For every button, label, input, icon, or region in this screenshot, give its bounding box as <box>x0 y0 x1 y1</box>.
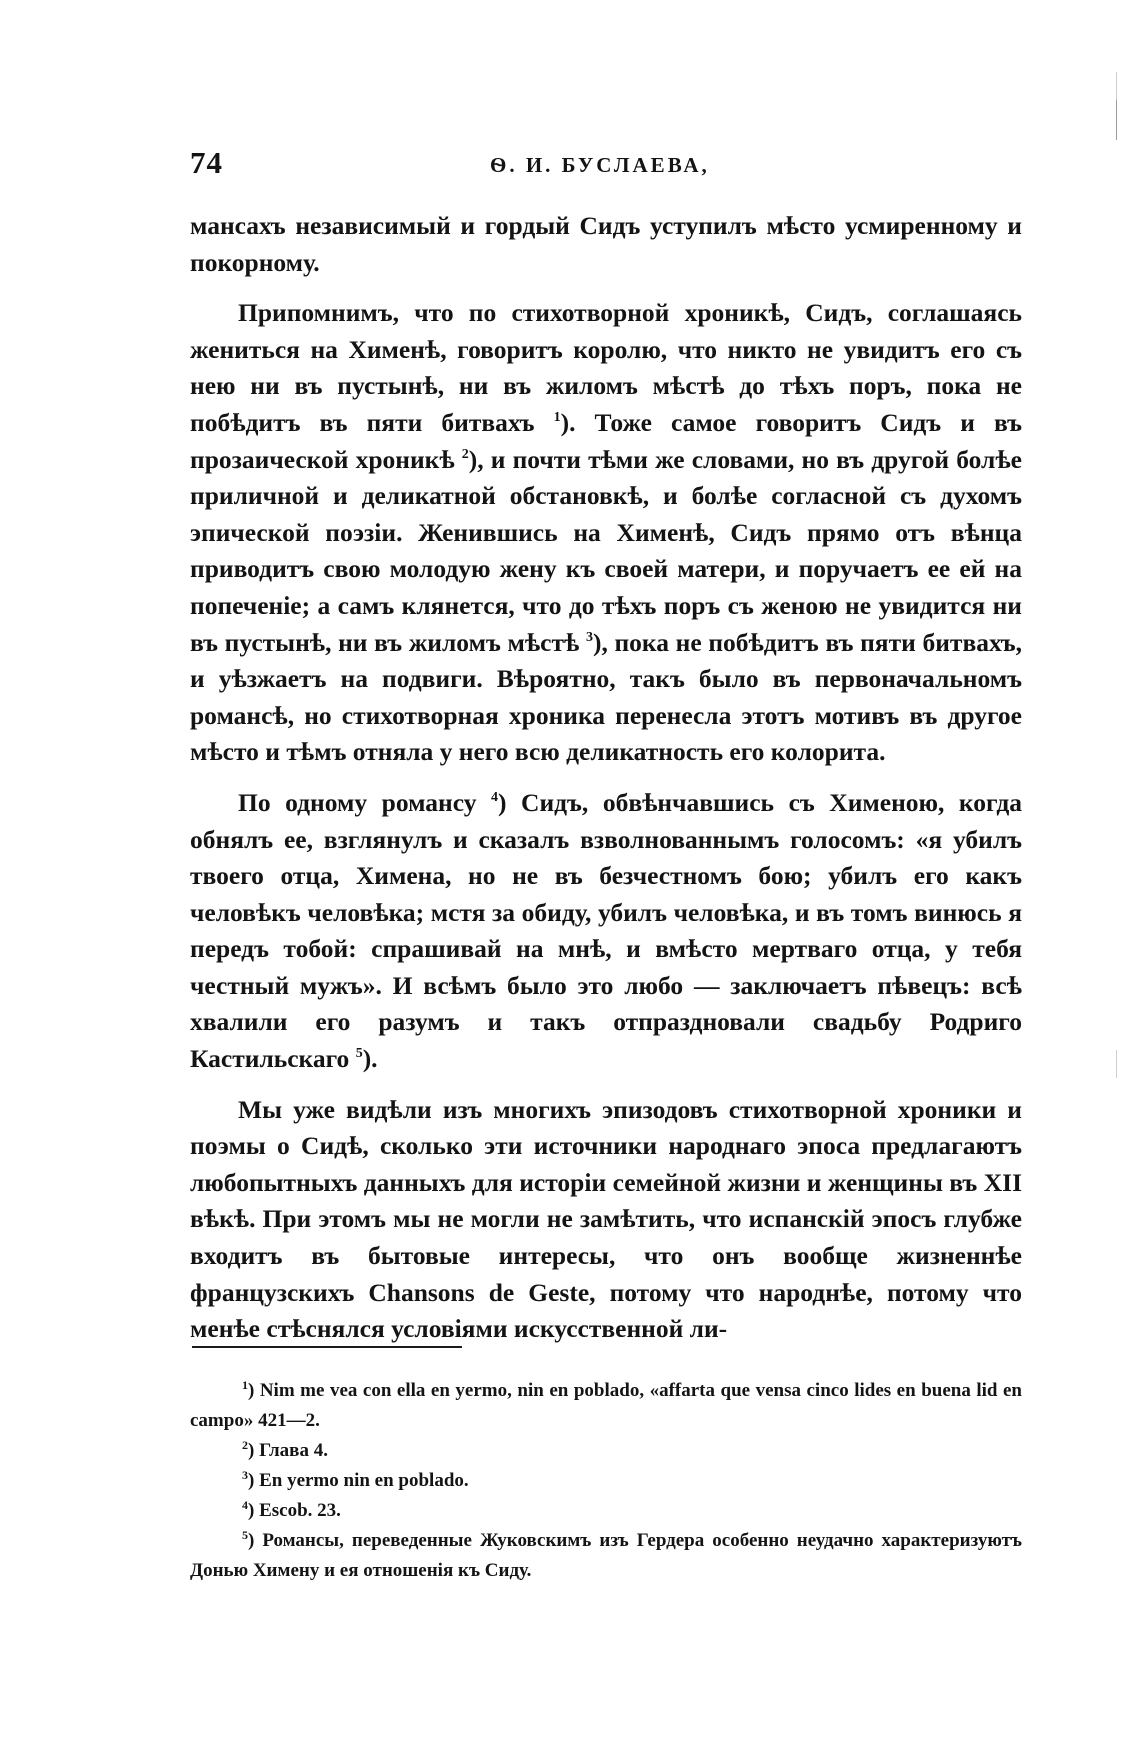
paragraph-2 <box>190 295 1022 771</box>
footnote-ref-1[interactable]: 1 <box>553 409 561 425</box>
paragraph-2-text-d: ), пока не побѣдитъ въ пяти битвахъ, и уѣзжаетъ на подвиги. Вѣроятно, такъ было въ первоначальномъ романсѣ, но стихотворная хроника перенесла этотъ мотивъ въ другое мѣсто и тѣмъ отняла у него всю деликатность его колорита. <box>190 627 1022 767</box>
footnote-marker-3: 3 <box>242 1468 248 1482</box>
footnote-text-4: ) Escob. 23. <box>248 1500 341 1521</box>
footnote-1 <box>190 1376 1022 1436</box>
paragraph-4-text: Мы уже видѣли изъ многихъ эпизодовъ стихотворной хроники и поэмы о Сидѣ, сколько эти источники народнаго эпоса предлагаютъ любопытныхъ данныхъ для исторіи семейной жизни и женщины въ XII вѣкѣ. При этомъ мы не могли не замѣтить, что испанскій эпосъ глубже входитъ въ бытовые интересы, что онъ вообще жизненнѣе французскихъ Chansons de Geste, потому что народнѣе, потому что менѣе стѣснялся условіями искусственной ли- <box>190 1094 1022 1344</box>
footnote-marker-4: 4 <box>242 1498 248 1512</box>
paragraph-2-text-c: ), и почти тѣми же словами, но въ другой болѣе приличной и деликатной обстановкѣ, и болѣе согласной съ духомъ эпической поэзіи. Женившись на Хименѣ, Сидъ прямо отъ вѣнца приводитъ свою молодую жену къ своей матери, и поручаетъ ее ей на попеченіе; а самъ клянется, что до тѣхъ поръ съ женою не увидится ни въ пустынѣ, ни въ жиломъ мѣстѣ <box>190 444 1022 657</box>
footnote-text-1: ) Nim me vea con ella en yermo, nin en poblado, «affarta que vensa cinco lides en buena lid en campo» 421—2. <box>190 1380 1022 1431</box>
paragraph-3-text-b: ) Сидъ, обвѣнчавшись съ Хименою, когда обнялъ ее, взглянулъ и сказалъ взволнованнымъ голосомъ: «я убилъ твоего отца, Химена, но не въ безчестномъ бою; убилъ его какъ человѣкъ человѣка; мстя за обиду, убилъ человѣка, и въ томъ винюсь я передъ тобой: спрашивай на мнѣ, и вмѣсто мертваго отца, у тебя честный мужъ». И всѣмъ было это любо — заключаетъ пѣвецъ: всѣ хвалили его разумъ и такъ отпраздновали свадьбу Родриго Кастильскаго <box>190 787 1022 1074</box>
footnote-ref-4[interactable]: 4 <box>491 789 499 805</box>
paragraph-3 <box>190 785 1022 1078</box>
paragraph-2-text-a: Припомнимъ, что по стихотворной хроникѣ, Сидъ, соглашаясь жениться на Хименѣ, говоритъ королю, что никто не увидитъ его съ нею ни въ пустынѣ, ни въ жиломъ мѣстѣ до тѣхъ поръ, пока не побѣдитъ въ пяти битвахъ <box>190 298 1022 437</box>
footnote-marker-1: 1 <box>242 1378 248 1392</box>
footnote-text-5: ) Романсы, переведенные Жуковскимъ изъ Гердера особенно неудачно характеризуютъ Донью Химену и ея отношенія къ Сиду. <box>190 1530 1022 1581</box>
footnote-text-2: ) Глава 4. <box>248 1440 328 1461</box>
footnote-marker-2: 2 <box>242 1438 248 1452</box>
footnote-divider <box>192 1346 462 1348</box>
scan-margin-mark <box>1116 72 1117 100</box>
footnote-ref-3[interactable]: 3 <box>585 629 593 645</box>
footnote-marker-5: 5 <box>242 1528 248 1542</box>
body-text <box>190 208 1022 1348</box>
footnotes <box>190 1376 1022 1586</box>
paragraph-3-text-c: ). <box>362 1044 378 1074</box>
footnote-ref-2[interactable]: 2 <box>461 446 469 462</box>
paragraph-1 <box>190 208 1022 281</box>
paragraph-4 <box>190 1092 1022 1348</box>
scan-margin-mark <box>1116 100 1117 140</box>
paragraph-3-text-a: По одному романсу <box>238 787 492 817</box>
page-header <box>190 145 1020 185</box>
footnote-text-3: ) En yermo nin en poblado. <box>248 1470 469 1491</box>
scan-margin-mark <box>1116 1050 1117 1078</box>
footnote-5 <box>190 1526 1022 1586</box>
footnote-2 <box>190 1436 1022 1466</box>
page-number: 74 <box>190 145 223 180</box>
footnote-4 <box>190 1496 1022 1526</box>
paragraph-1-text: мансахъ независимый и гордый Сидъ уступилъ мѣсто усмиренному и покорному. <box>190 211 1022 277</box>
footnote-3 <box>190 1466 1022 1496</box>
footnote-ref-5[interactable]: 5 <box>355 1046 363 1062</box>
paragraph-2-text-b: ). Тоже самое говоритъ Сидъ и въ прозаической хроникѣ <box>190 407 1022 474</box>
running-head: Ѳ. И. БУСЛАЕВА, <box>490 153 710 177</box>
